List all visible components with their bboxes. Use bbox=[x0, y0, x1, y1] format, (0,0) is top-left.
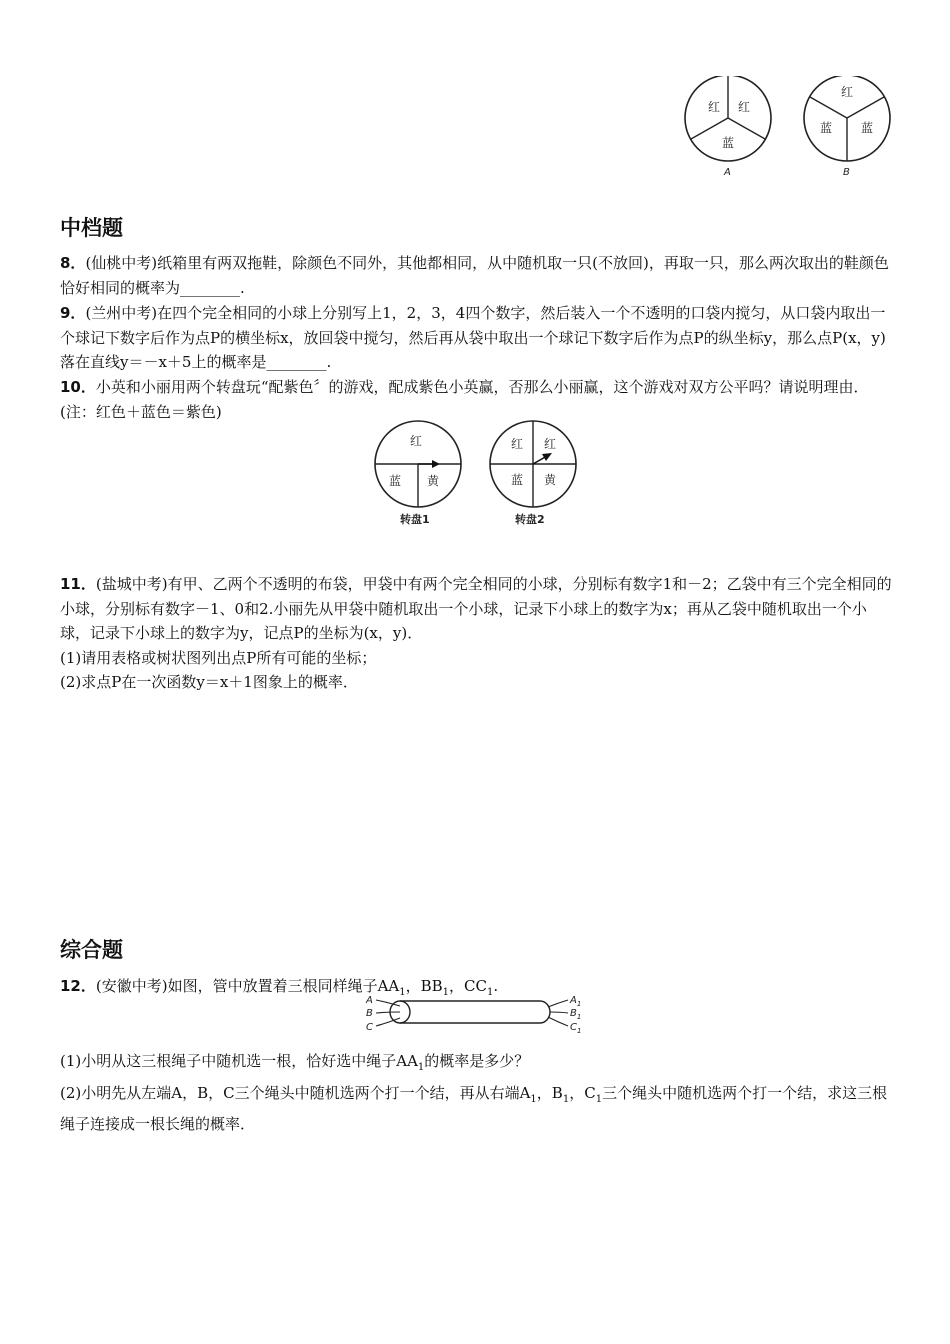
spinner-2-segment-top-left: 红 bbox=[511, 437, 524, 451]
question-8 bbox=[60, 251, 894, 300]
spinner-b-caption: B bbox=[843, 167, 850, 178]
spinner-2-segment-top-right: 红 bbox=[544, 437, 557, 451]
question-10-text: 小英和小丽用两个转盘玩“配紫色〞的游戏，配成紫色小英赢，否那么小丽赢，这个游戏对双方公平吗？请说明理由．(注：红色＋蓝色＝紫色) bbox=[60, 378, 869, 421]
question-11 bbox=[60, 572, 894, 695]
question-12-part-1: (1)小明从这三根绳子中随机选一根，恰好选中绳子$AA_1$的概率是多少？ bbox=[60, 1052, 530, 1073]
spinner-2 bbox=[490, 421, 576, 526]
spinner-1 bbox=[375, 421, 461, 526]
spinner-b-segment-1: 红 bbox=[841, 85, 854, 99]
rope-right-a-label: $A_1$ bbox=[570, 995, 582, 1008]
q10-spinner-figure bbox=[370, 420, 580, 528]
section-title-comprehensive: 综合题 bbox=[60, 938, 123, 962]
spinner-1-segment-right: 黄 bbox=[427, 474, 440, 488]
rope-left-b-label: B bbox=[366, 1008, 373, 1019]
spinner-1-caption: 转盘1 bbox=[400, 513, 430, 526]
question-11-text: (盐城中考)有甲、乙两个不透明的布袋，甲袋中有两个完全相同的小球，分别标有数字1和－2；乙袋中有三个完全相同的小球，分别标有数字－1、0和2.小丽先从甲袋中随机取出一个小球，记录下小球上的数字为x；再从乙袋中随机取出一个小球，记录下小球上的数字为y，记点P的坐标为(x，y)． bbox=[60, 575, 892, 642]
rope-right-c-label: $C_1$ bbox=[570, 1022, 582, 1034]
question-8-text: (仙桃中考)纸箱里有两双拖鞋，除颜色不同外，其他都相同，从中随机取一只(不放回)，再取一只，那么两次取出的鞋颜色恰好相同的概率为________. bbox=[60, 254, 889, 297]
spinner-a-segment-1: 红 bbox=[708, 100, 721, 114]
question-10-number: 10． bbox=[60, 378, 96, 396]
spinner-a-caption: A bbox=[724, 167, 731, 178]
spinner-a-segment-3: 蓝 bbox=[722, 136, 735, 150]
spinner-2-caption: 转盘2 bbox=[515, 513, 545, 526]
question-12-parts bbox=[60, 1049, 894, 1137]
spinner-a-segment-2: 红 bbox=[738, 100, 751, 114]
question-11-part-1: (1)请用表格或树状图列出点P所有可能的坐标； bbox=[60, 648, 377, 667]
rope-left-a-label: A bbox=[366, 995, 373, 1006]
rope-left-c-label: C bbox=[366, 1022, 373, 1033]
spinner-b bbox=[804, 76, 890, 178]
spinner-b-segment-3: 蓝 bbox=[861, 121, 874, 135]
question-12-number: 12． bbox=[60, 977, 96, 995]
question-9 bbox=[60, 301, 894, 375]
rope-right-b-label: $B_1$ bbox=[570, 1008, 582, 1021]
question-9-text: (兰州中考)在四个完全相同的小球上分别写上1，2，3，4四个数字，然后装入一个不透明的口袋内搅匀，从口袋内取出一个球记下数字后作为点P的横坐标x，放回袋中搅匀，然后再从袋中取出一个球记下数字后作为点P的纵坐标y，那么点P(x，y)落在直线y＝－x＋5上的概率是________. bbox=[60, 304, 886, 371]
question-9-number: 9． bbox=[60, 304, 86, 322]
spinner-b-segment-2: 蓝 bbox=[820, 121, 833, 135]
top-spinner-figure bbox=[676, 76, 906, 184]
q12-tube-figure bbox=[362, 992, 590, 1034]
question-11-number: 11． bbox=[60, 575, 96, 593]
spinner-1-segment-top: 红 bbox=[410, 434, 423, 448]
question-10 bbox=[60, 375, 894, 424]
spinner-a bbox=[685, 76, 771, 178]
section-title-mid: 中档题 bbox=[60, 216, 123, 240]
question-12-part-2: (2)小明先从左端A，B，C三个绳头中随机选两个打一个结，再从右端$A_1$，$B_1$，$C_1$三个绳头中随机选两个打一个结，求这三根绳子连接成一根长绳的概率． bbox=[60, 1083, 888, 1133]
spinner-2-segment-bottom-right: 黄 bbox=[544, 473, 557, 487]
question-12-text: (安徽中考)如图，管中放置着三根同样绳子$AA_1$，$BB_1$，$CC_1$. bbox=[95, 977, 499, 998]
spinner-2-segment-bottom-left: 蓝 bbox=[511, 473, 524, 487]
question-11-part-2: (2)求点P在一次函数y＝x＋1图象上的概率． bbox=[60, 673, 358, 691]
question-8-number: 8． bbox=[60, 254, 86, 272]
spinner-1-segment-left: 蓝 bbox=[389, 474, 402, 488]
